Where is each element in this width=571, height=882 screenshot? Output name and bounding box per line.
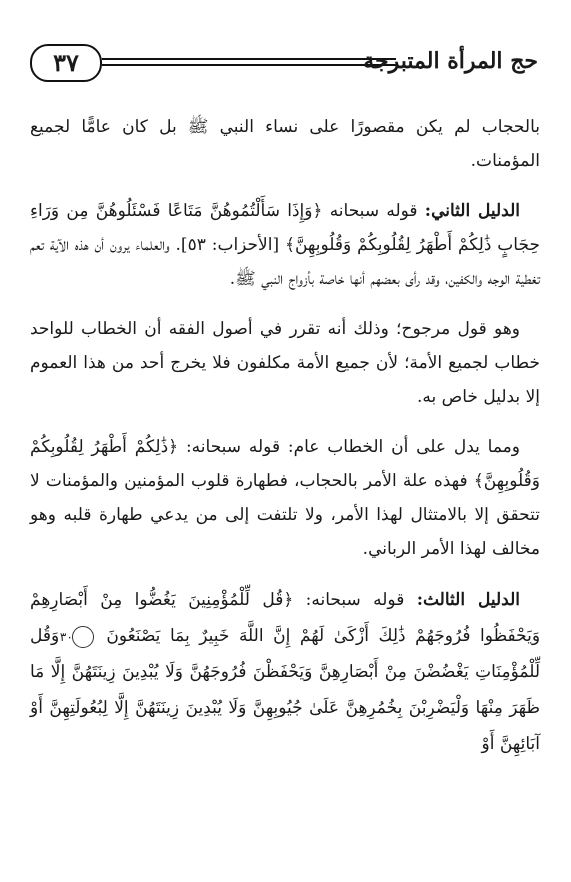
page-header: [30, 44, 538, 84]
evidence-2-verse: ﴿وَإِذَا سَأَلْتُمُوهُنَّ مَتَاعًا فَسْئَلُوهُنَّ مِن وَرَاءِ حِجَابٍ ذَٰلِكُمْ أَطْهَرُ لِقُلُوبِكُمْ وَقُلُوبِهِنَّ﴾: [30, 201, 540, 255]
evidence-2-ref: [الأحزاب: ٥٣]: [180, 235, 280, 255]
evidence-3-label: الدليل الثالث:: [416, 590, 520, 610]
page-number-badge: ٣٧: [30, 44, 102, 82]
paragraph-3: [30, 312, 540, 414]
evidence-3-verse-b: وَقُل لِّلْمُؤْمِنَاتِ يَغْضُضْنَ مِنْ أَبْصَارِهِنَّ وَيَحْفَظْنَ فُرُوجَهُنَّ وَلَا يُبْدِينَ زِينَتَهُنَّ إِلَّا مَا ظَهَرَ مِنْهَا وَلْيَضْرِبْنَ بِخُمُرِهِنَّ عَلَىٰ جُيُوبِهِنَّ وَلَا يُبْدِينَ زِينَتَهُنَّ إِلَّا لِبُعُولَتِهِنَّ أَوْ آبَائِهِنَّ أَوْ: [30, 626, 540, 754]
evidence-3-intro: قوله سبحانه:: [305, 590, 405, 610]
book-title: حج المرأة المتبرجة: [363, 48, 538, 74]
header-rule-bottom: [102, 64, 396, 66]
evidence-2-rest: . والعلماء يرون أن هذه الآية تعم تغطية الوجه والكفين، وقد رأى بعضهم أنها خاصة بأزواج النبي ﷺ.: [30, 235, 540, 289]
paragraph-4-intro: ومما يدل على أن الخطاب عام: قوله سبحانه:: [185, 437, 520, 457]
paragraph-3-text: وهو قول مرجوح؛ وذلك أنه تقرر في أصول الفقه أن الخطاب للواحد خطاب لجميع الأمة؛ لأن جميع الأمة مكلفون فلا يخرج أحد من هذا العموم إلا بدليل خاص به.: [30, 319, 540, 407]
ayah-number-marker: ٣٠: [72, 626, 94, 648]
paragraph-2: [30, 194, 540, 296]
evidence-2-label: الدليل الثاني:: [424, 201, 520, 221]
paragraph-1: [30, 110, 540, 178]
header-rule-top: [102, 58, 396, 60]
page-body: [30, 110, 540, 768]
paragraph-5: [30, 582, 540, 762]
evidence-2-intro: قوله سبحانه: [329, 201, 418, 221]
paragraph-1-text: بالحجاب لم يكن مقصورًا على نساء النبي ﷺ بل كان عامًّا لجميع المؤمنات.: [30, 117, 540, 171]
paragraph-4-verse: ﴿ذَٰلِكُمْ أَطْهَرُ لِقُلُوبِكُمْ وَقُلُوبِهِنَّ﴾: [30, 437, 540, 491]
evidence-3-verse-a: ﴿قُل لِّلْمُؤْمِنِينَ يَغُضُّوا مِنْ أَبْصَارِهِمْ وَيَحْفَظُوا فُرُوجَهُمْ ذَٰلِكَ أَزْكَىٰ لَهُمْ إِنَّ اللَّهَ خَبِيرٌ بِمَا يَصْنَعُونَ: [30, 590, 541, 646]
paragraph-4: [30, 430, 540, 566]
paragraph-4-rest: فهذه علة الأمر بالحجاب، فطهارة قلوب المؤمنين والمؤمنات لا تتحقق إلا بالامتثال لهذا الأمر، ولا تلتفت إلى من يدعي طهارة قلبه وهو مخالف لهذا الأمر الرباني.: [30, 471, 540, 559]
